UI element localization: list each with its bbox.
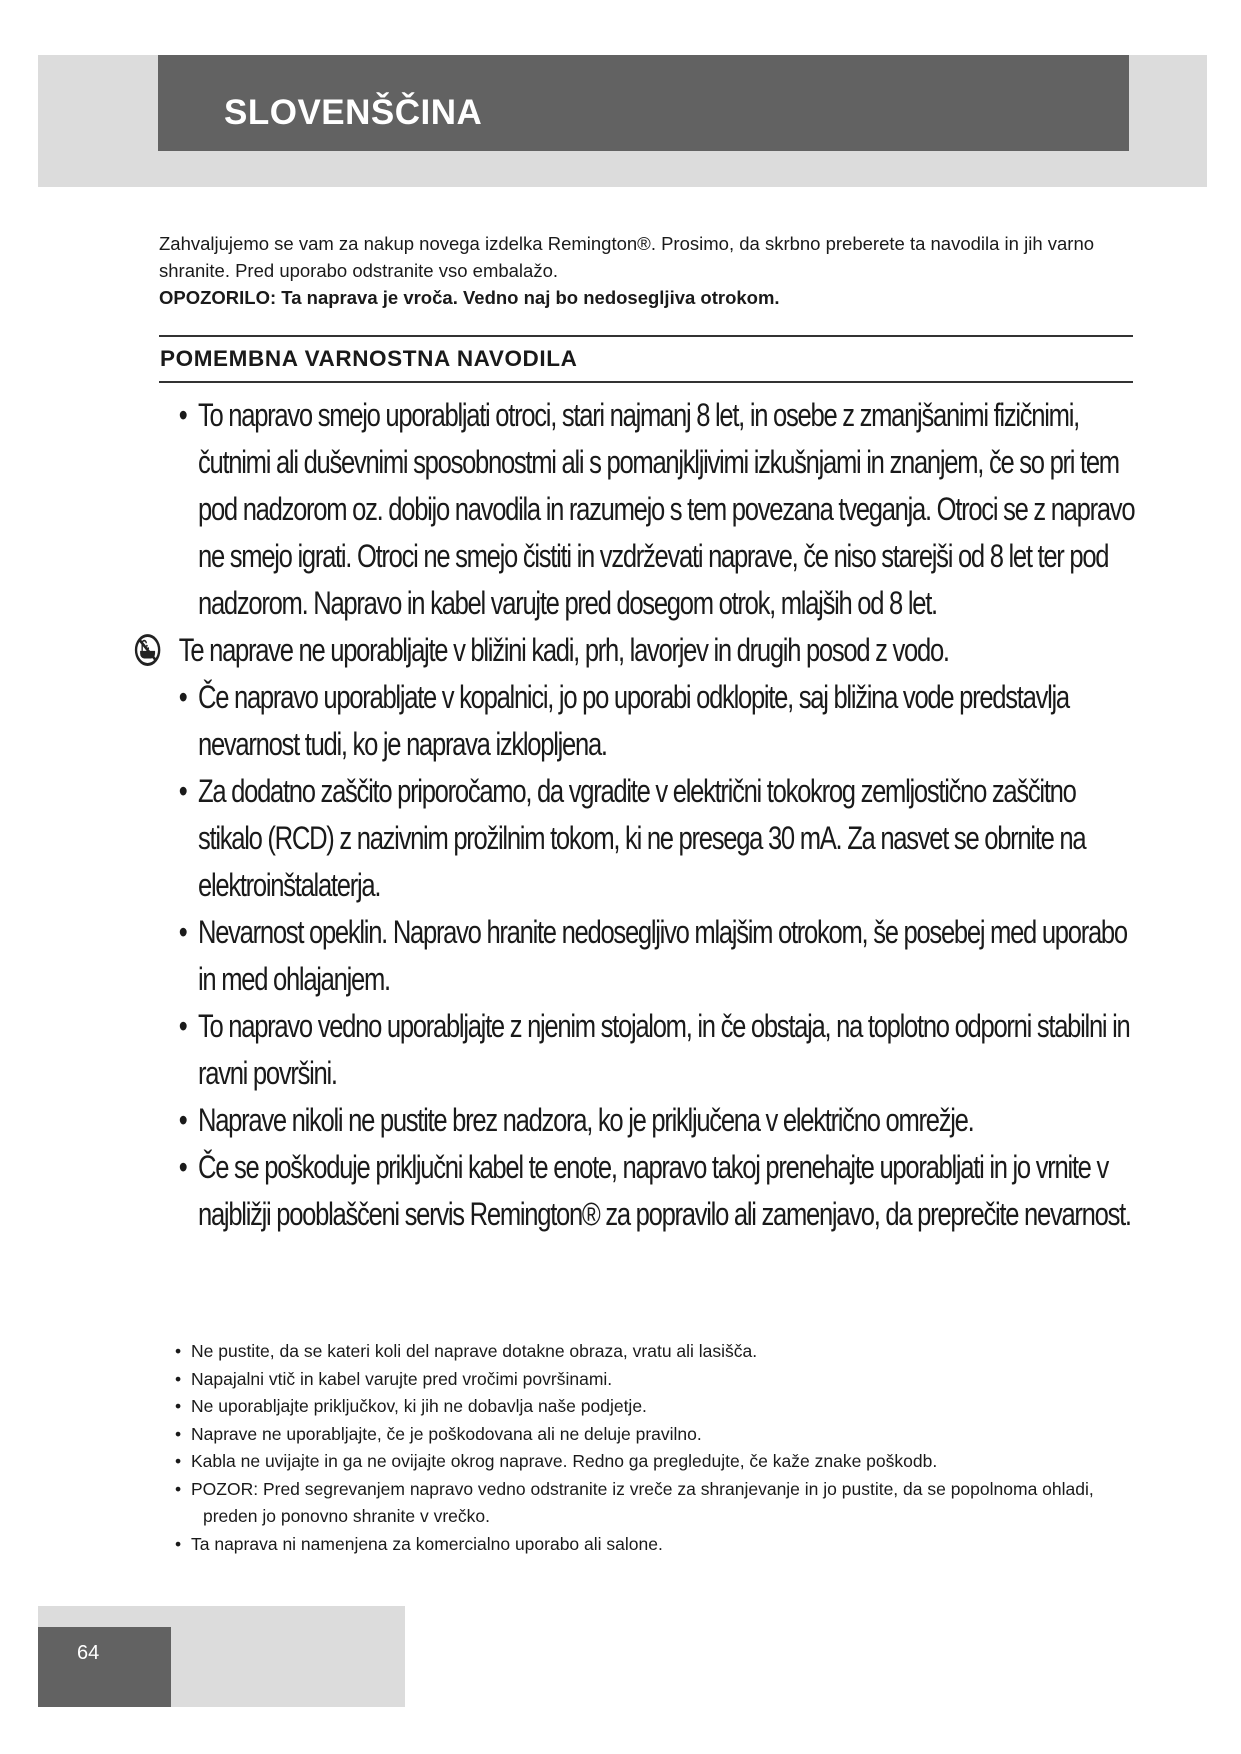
list-item: • To napravo smejo uporabljati otroci, stari najmanj 8 let, in osebe z zmanjšanimi fizičnimi, čutnimi ali duševnimi sposobnostmi ali s pomanjkljivimi izkušnjami in znanjem, če so pri tem pod nadzorom oz. dobijo navodila in razumejo s tem povezana tveganja. Otroci se z napravo ne smejo igrati. Otroci ne smejo čistiti in vzdrževati naprave, če niso starejši od 8 let ter pod nadzorom. Napravo in kabel varujte pred dosegom otrok, mlajših od 8 let. (158, 392, 1143, 627)
section-title: POMEMBNA VARNOSTNA NAVODILA (160, 346, 578, 371)
list-item: • Za dodatno zaščito priporočamo, da vgradite v električni tokokrog zemljostično zaščitno stikalo (RCD) z nazivnim prožilnim tokom, ki ne presega 30 mA. Za nasvet se obrnite na elektroinštalaterja. (158, 768, 1143, 909)
list-item: • Naprave ne uporabljajte, če je poškodovana ali ne deluje pravilno. (158, 1421, 1138, 1449)
list-item: • Ta naprava ni namenjena za komercialno uporabo ali salone. (158, 1531, 1138, 1559)
bullet: • (178, 1102, 187, 1138)
intro-paragraph: Zahvaljujemo se vam za nakup novega izdelka Remington®. Prosimo, da skrbno preberete ta navodila in jih varno shranite. Pred uporabo odstranite vso embalažo. (159, 233, 1095, 281)
bullet: • (175, 1368, 182, 1389)
additional-safety-list (158, 1338, 1138, 1558)
list-item: • Nevarnost opeklin. Napravo hranite nedosegljivo mlajšim otrokom, še posebej med uporabo in med ohlajanjem. (158, 909, 1143, 1003)
bullet: • (175, 1423, 182, 1444)
bullet: • (175, 1533, 182, 1554)
bullet: • (178, 1149, 187, 1185)
list-item: • POZOR: Pred segrevanjem napravo vedno odstranite iz vreče za shranjevanje in jo pustite, da se popolnoma ohladi, preden jo ponovno shranite v vrečko. (158, 1476, 1138, 1531)
language-title-box (158, 55, 1129, 151)
no-bath-icon (134, 633, 161, 667)
page-number: 64 (77, 1642, 100, 1664)
list-item: • Ne pustite, da se kateri koli del naprave dotakne obraza, vratu ali lasišča. (158, 1338, 1138, 1366)
page-number-box (38, 1627, 171, 1707)
list-item: • Ne uporabljajte priključkov, ki jih ne dobavlja naše podjetje. (158, 1393, 1138, 1421)
section-rule-top (159, 335, 1133, 337)
intro-block (159, 230, 1119, 311)
list-item: • Če se poškoduje priključni kabel te enote, napravo takoj prenehajte uporabljati in jo vrnite v najbližji pooblaščeni servis Remington® za popravilo ali zamenjavo, da preprečite nevarnost. (158, 1144, 1143, 1238)
bullet: • (178, 397, 187, 433)
bullet: • (175, 1478, 182, 1499)
bullet: • (175, 1396, 182, 1416)
language-title: SLOVENŠČINA (224, 93, 483, 132)
bullet: • (178, 773, 187, 809)
bullet: • (175, 1451, 182, 1471)
list-item: Te naprave ne uporabljajte v bližini kadi, prh, lavorjev in drugih posod z vodo. (158, 627, 1143, 674)
list-item: • To napravo vedno uporabljajte z njenim stojalom, in če obstaja, na toplotno odporni stabilni in ravni površini. (158, 1003, 1143, 1097)
bullet: • (175, 1341, 182, 1361)
bullet: • (178, 1008, 187, 1044)
list-item: • Naprave nikoli ne pustite brez nadzora, ko je priključena v električno omrežje. (158, 1097, 1143, 1144)
intro-warning: OPOZORILO: Ta naprava je vroča. Vedno naj bo nedosegljiva otrokom. (159, 287, 780, 308)
list-item: • Kabla ne uvijajte in ga ne ovijajte okrog naprave. Redno ga pregledujte, če kaže znake poškodb. (158, 1448, 1138, 1476)
list-item: • Če napravo uporabljate v kopalnici, jo po uporabi odklopite, saj bližina vode predstavlja nevarnost tudi, ko je naprava izklopljena. (158, 674, 1143, 768)
bullet: • (178, 679, 187, 715)
section-rule-bottom (159, 381, 1133, 383)
bullet: • (178, 914, 187, 950)
list-item: • Napajalni vtič in kabel varujte pred vročimi površinami. (158, 1366, 1138, 1394)
important-safety-list (158, 392, 1143, 1238)
